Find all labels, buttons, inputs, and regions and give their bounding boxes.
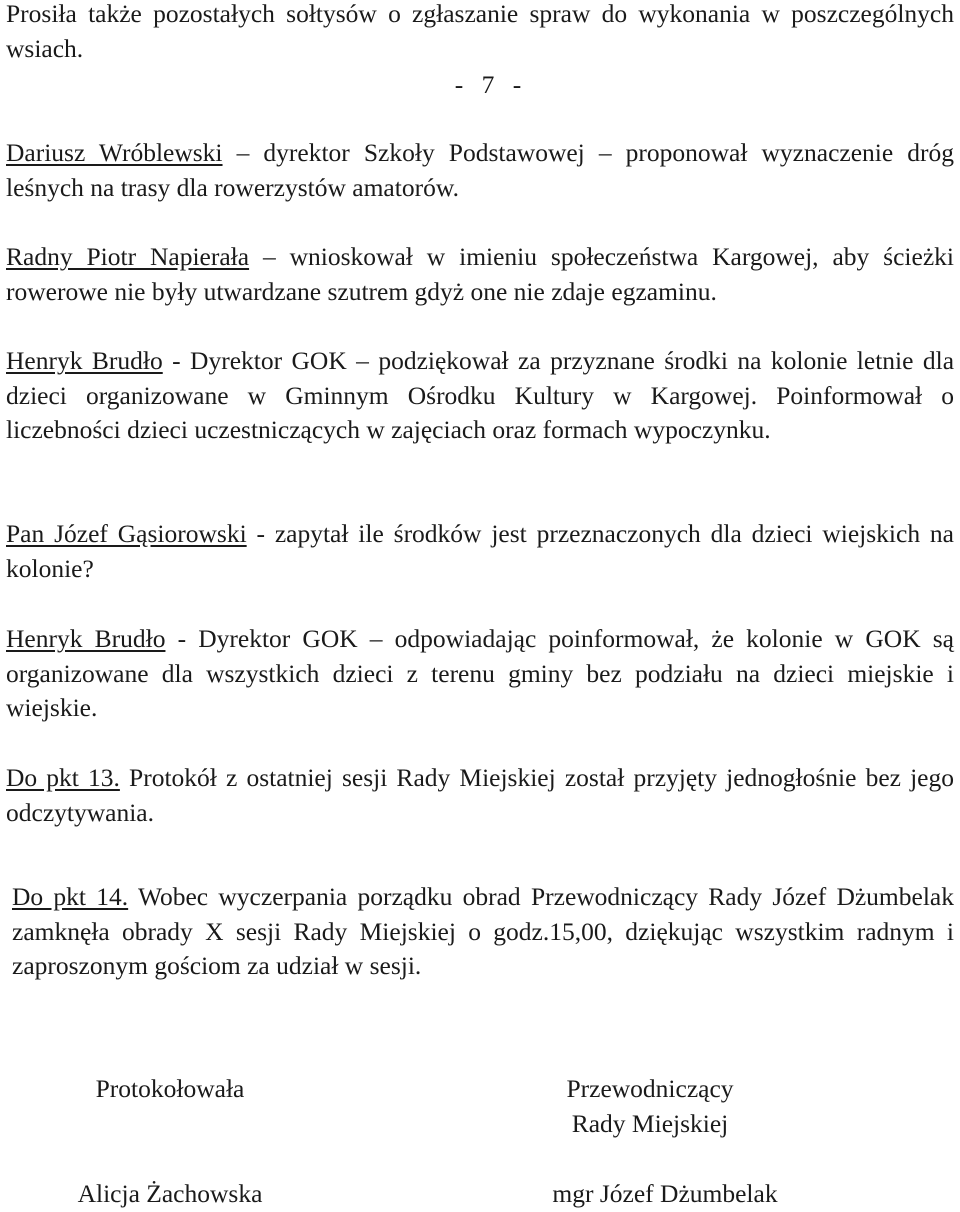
signature-left-role: Protokołowała (95, 1074, 245, 1103)
speaker-name: Pan Józef Gąsiorowski (6, 519, 247, 548)
paragraph-text: - Dyrektor GOK – odpowiadając poinformował, że kolonie w GOK są organizowane dla wszystkich dzieci z terenu gminy bez podziału na dzieci miejskie i wiejskie. (6, 624, 954, 722)
speaker-name: Henryk Brudło (6, 346, 163, 375)
speaker-name: Radny Piotr Napierała (6, 242, 250, 271)
paragraph-pkt-13 (6, 761, 954, 830)
signature-right-role-2: Rady Miejskiej (571, 1109, 729, 1138)
paragraph-text: - Dyrektor GOK – podziękował za przyznane środki na kolonie letnie dla dzieci organizowane w Gminnym Ośrodku Kultury w Kargowej. Poinformował o liczebności dzieci uczestniczących w zajęciach oraz formach wypoczynku. (6, 346, 955, 444)
paragraph-text: Wobec wyczerpania porządku obrad Przewodniczący Rady Józef Dżumbelak zamknęła obrady X sesji Rady Miejskiej o godz.15,00, dziękując wszystkim radnym i zaproszonym gościom za udział w sesji. (12, 882, 954, 980)
paragraph-brudlo-1 (6, 344, 954, 448)
speaker-name: Henryk Brudło (6, 624, 166, 653)
signature-right-name: mgr Józef Dżumbelak (552, 1179, 778, 1208)
paragraph-soltysi (6, 0, 954, 66)
paragraph-text: Protokół z ostatniej sesji Rady Miejskiej został przyjęty jednogłośnie bez jego odczytywania. (6, 763, 954, 827)
paragraph-pkt-14 (12, 880, 954, 984)
paragraph-napierala (6, 240, 954, 309)
paragraph-text: Prosiła także pozostałych sołtysów o zgłaszanie spraw do wykonania w poszczególnych wsiach. (6, 0, 954, 63)
paragraph-text: – dyrektor Szkoły Podstawowej – proponował wyznaczenie dróg leśnych na trasy dla rowerzystów amatorów. (6, 138, 954, 202)
page-number: - 7 - (454, 70, 528, 99)
paragraph-text: - zapytał ile środków jest przeznaczonych dla dzieci wiejskich na kolonie? (6, 519, 954, 583)
paragraph-wroblewski (6, 136, 954, 205)
speaker-name: Dariusz Wróblewski (6, 138, 223, 167)
signature-right-role-1: Przewodniczący (566, 1074, 734, 1103)
paragraph-gasiorowski (6, 517, 954, 586)
agenda-point-label: Do pkt 13. (6, 763, 120, 792)
agenda-point-label: Do pkt 14. (12, 882, 129, 911)
paragraph-brudlo-2 (6, 622, 954, 726)
signature-left-name: Alicja Żachowska (77, 1179, 263, 1208)
paragraph-text: – wnioskował w imieniu społeczeństwa Kargowej, aby ścieżki rowerowe nie były utwardzane szutrem gdyż one nie zdaje egzaminu. (6, 242, 954, 306)
